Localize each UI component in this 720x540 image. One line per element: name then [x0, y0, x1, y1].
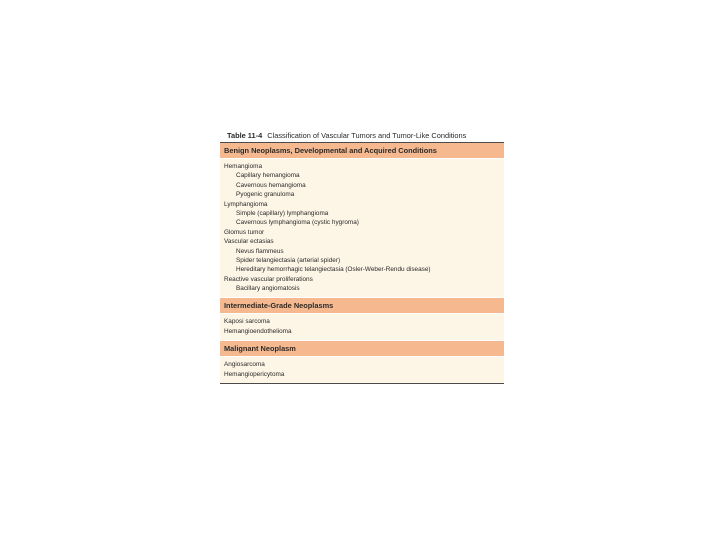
table-item: Hemangioendothelioma — [224, 327, 292, 335]
table-item: Lymphangioma — [224, 200, 268, 208]
section-header: Malignant Neoplasm — [220, 341, 504, 357]
table-caption — [220, 131, 504, 143]
section-body — [220, 314, 504, 341]
table-item: Reactive vascular proliferations — [224, 275, 313, 283]
table-subitem: Capillary hemangioma — [236, 172, 300, 180]
table-subitem: Cavernous hemangioma — [236, 181, 306, 189]
section-body — [220, 159, 504, 298]
section-body — [220, 357, 504, 384]
table-subitem: Spider telangiectasia (arterial spider) — [236, 256, 341, 264]
table-subitem: Cavernous lymphangioma (cystic hygroma) — [236, 219, 359, 227]
table-subitem: Nevus flammeus — [236, 247, 284, 255]
table-title: Classification of Vascular Tumors and Tumor-Like Conditions — [267, 131, 467, 140]
table-item: Glomus tumor — [224, 228, 265, 236]
table-item: Kaposi sarcoma — [224, 318, 270, 326]
classification-table — [220, 131, 504, 384]
table-item: Angiosarcoma — [224, 361, 265, 369]
section-header: Intermediate-Grade Neoplasms — [220, 298, 504, 314]
table-item: Hemangioma — [224, 163, 263, 170]
table-item: Hemangiopericytoma — [224, 370, 285, 378]
table-item: Vascular ectasias — [224, 238, 274, 246]
table-number: Table 11-4 — [227, 131, 263, 140]
table-subitem: Bacillary angiomatosis — [236, 285, 300, 293]
table-sections — [220, 143, 504, 384]
table-subitem: Hereditary hemorrhagic telangiectasia (Osler-Weber-Rendu disease) — [236, 266, 431, 274]
table-subitem: Pyogenic granuloma — [236, 191, 295, 199]
table-subitem: Simple (capillary) lymphangioma — [236, 209, 329, 217]
section-header: Benign Neoplasms, Developmental and Acquired Conditions — [220, 143, 504, 159]
